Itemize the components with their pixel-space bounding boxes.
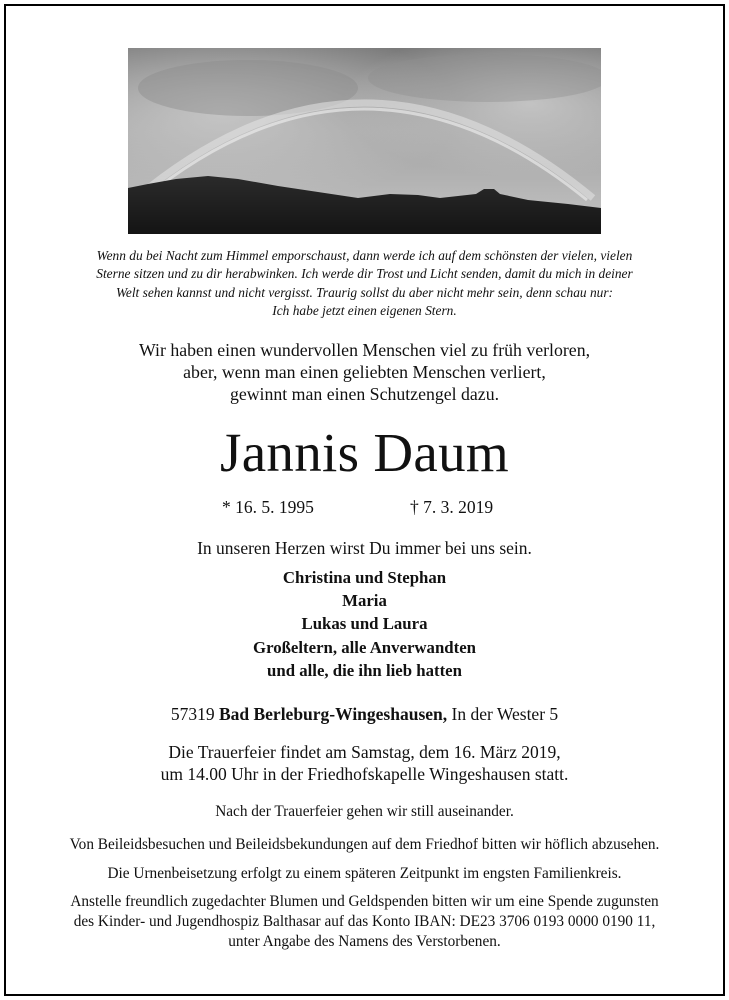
- donation-line: Anstelle freundlich zugedachter Blumen und Geldspenden bitten wir um eine Spende zugunsten: [70, 893, 659, 910]
- address-street: In der Wester 5: [451, 704, 559, 724]
- mourners-list: [0, 566, 729, 682]
- intro-line: Wir haben einen wundervollen Menschen viel zu früh verloren,: [138, 340, 591, 360]
- intro-line: aber, wenn man einen geliebten Menschen verliert,: [183, 362, 546, 382]
- poem-line: Ich habe jetzt einen eigenen Stern.: [272, 302, 457, 318]
- motto: In unseren Herzen wirst Du immer bei uns sein.: [197, 538, 532, 558]
- death-date: † 7. 3. 2019: [410, 497, 494, 517]
- poem: [20, 247, 709, 320]
- address-town: Bad Berleburg-Wingeshausen,: [218, 704, 448, 724]
- deceased-name: Jannis Daum: [220, 422, 509, 483]
- rainbow-landscape-photo: [128, 48, 601, 234]
- mourner-entry: und alle, die ihn lieb hatten: [267, 660, 462, 680]
- note-urn-burial: Die Urnenbeisetzung erfolgt zu einem späteren Zeitpunkt im engsten Familienkreis.: [107, 865, 622, 882]
- poem-line: Welt sehen kannst und nicht vergisst. Traurig sollst du aber nicht mehr sein, denn schau nur:: [115, 284, 614, 300]
- donation-line: des Kinder- und Jugendhospiz Balthasar auf das Konto IBAN: DE23 3706 0193 0000 0190 11,: [73, 913, 656, 930]
- intro-line: gewinnt man einen Schutzengel dazu.: [229, 384, 500, 404]
- poem-line: Wenn du bei Nacht zum Himmel emporschaust, dann werde ich auf dem schönsten der vielen, vielen: [96, 248, 633, 263]
- mourner-entry: Großeltern, alle Anverwandten: [253, 637, 476, 657]
- ceremony-line: um 14.00 Uhr in der Friedhofskapelle Wingeshausen statt.: [160, 764, 569, 784]
- mourner-entry: Christina und Stephan: [282, 568, 447, 587]
- intro-text: [20, 339, 709, 405]
- ceremony-info: [0, 741, 729, 785]
- address: [0, 703, 729, 725]
- donation-line: unter Angabe des Namens des Verstorbenen.: [228, 933, 501, 950]
- mourner-entry: Lukas und Laura: [301, 614, 428, 634]
- ceremony-line: Die Trauerfeier findet am Samstag, dem 16. März 2019,: [168, 742, 561, 762]
- mourner-entry: Maria: [342, 591, 387, 611]
- donation-request: [0, 892, 729, 952]
- note-after-ceremony: Nach der Trauerfeier gehen wir still auseinander.: [215, 803, 514, 820]
- address-zip: 57319: [170, 704, 215, 724]
- note-condolences: Von Beileidsbesuchen und Beileidsbekundungen auf dem Friedhof bitten wir höflich abzusehen.: [69, 836, 660, 853]
- poem-line: Sterne sitzen und zu dir herabwinken. Ich werde dir Trost und Licht senden, damit du mich in deiner: [96, 266, 633, 282]
- birth-date: * 16. 5. 1995: [222, 497, 314, 517]
